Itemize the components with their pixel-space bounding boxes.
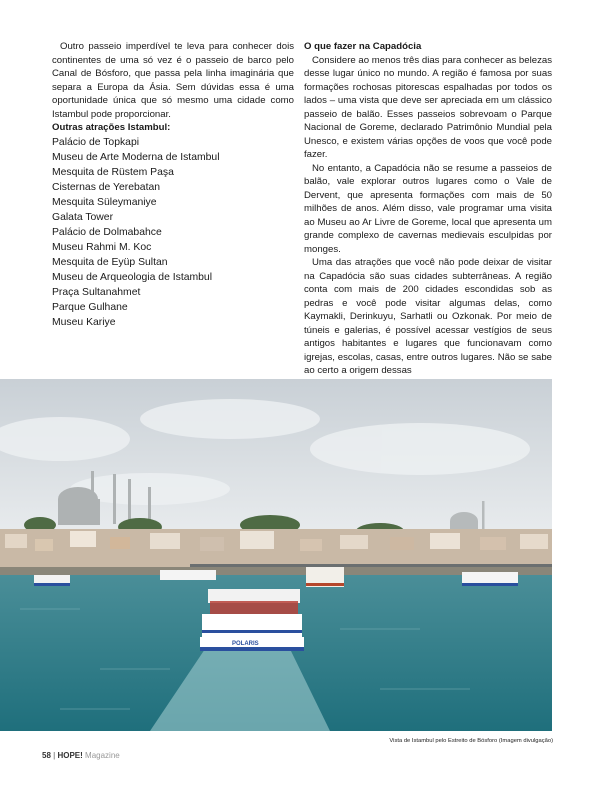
footer-separator: | [53,751,56,760]
intro-paragraph: Outro passeio imperdível te leva para conhecer dois continentes de uma só vez é o passeio de barco pelo Canal de Bósforo, que passa pela linha imaginária que separa a Europa da Ásia. Sem dúvidas essa é uma oportunidade única que só mesmo uma cidade como Istambul pode proporcionar. [52,41,294,120]
small-ferry-left [34,575,70,586]
magazine-brand: HOPE! [57,751,83,760]
boat-label: POLARIS [232,641,259,647]
small-ferry-center [160,570,216,580]
body-paragraph: Considere ao menos três dias para conhecer as belezas desse lugar único no mundo. A região é famosa por suas formações rochosas pitorescas espalhadas por todos os lados – uma vista que deve ser apreciada em um clássico passeio de balão. Esses passeios sobrevoam o Parque Nacional de Goreme, declarado Patrimônio Mundial pela Unesco, e existem várias opções de voos que você pode fazer. [304,54,552,160]
photo-caption: Vista de Istambul pelo Estreito de Bósforo (Imagem divulgação) [389,738,553,744]
istanbul-bosphorus-photo [0,379,552,731]
page-number: 58 [42,751,51,760]
list-item: Galata Tower [52,211,114,223]
attractions-list [52,135,294,330]
list-item: Parque Gulhane [52,301,128,313]
list-item: Museu de Arte Moderna de Istambul [52,151,220,163]
list-item: Palácio de Dolmabahce [52,226,162,238]
attractions-list-title: Outras atrações Istambul: [52,122,171,133]
list-item: Museu de Arqueologia de Istambul [52,271,213,283]
magazine-label: Magazine [85,751,120,760]
list-item: Museu Kariye [52,316,116,328]
list-item: Mesquita Süleymaniye [52,196,157,208]
list-item: Cisternas de Yerebatan [52,181,161,193]
body-paragraph: Uma das atrações que você não pode deixar de visitar na Capadócia são suas cidades subterrâneas. A região conta com mais de 200 cidades escondidas sob as pedras e você pode visitar algumas delas, como Kaymakli, Derinkuyu, Sarhatli ou Ozkonak. Por meio de túneis e galerias, é possível acessar vestígios de seus antigos habitantes e lugares que funcionavam como igrejas, escolas, casas, entre outros lugares. Não se sabe ao certo a origem dessas [304,257,552,376]
list-item: Museu Rahmi M. Koc [52,241,152,253]
body-paragraph: No entanto, a Capadócia não se resume a passeios de balão, vale explorar outros lugares como o Vale de Dervent, que apresenta formações com mais de 50 milhões de anos. Além disso, vale programar uma visita ao Museu ao Ar Livre de Goreme, local que apresenta um grande complexo de cavernas medievais esculpidas por monges. [304,162,552,255]
list-item: Mesquita de Eyüp Sultan [52,256,168,268]
list-item: Palácio de Topkapi [52,136,140,148]
polaris-ferry [200,589,304,651]
list-item: Praça Sultanahmet [52,286,141,298]
left-column [52,40,294,330]
list-item: Mesquita de Rüstem Paşa [52,166,174,178]
section-heading: O que fazer na Capadócia [304,41,422,52]
page-footer [42,751,120,760]
right-column [304,40,552,378]
small-ferry-mid [306,567,344,587]
small-ferry-right [462,572,518,586]
